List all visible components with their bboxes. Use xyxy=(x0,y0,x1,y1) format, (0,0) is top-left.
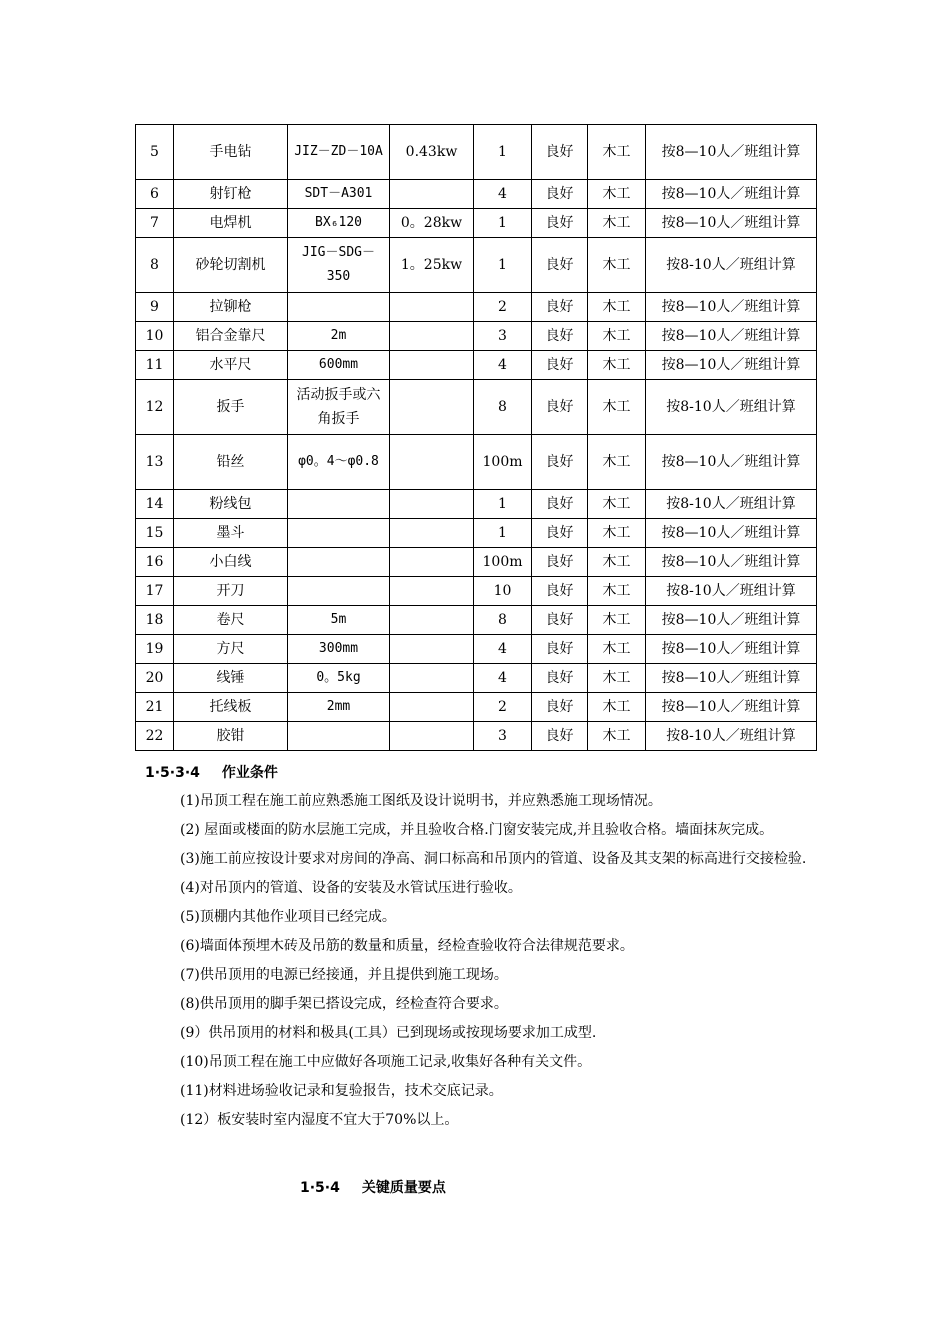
cell-no: 18 xyxy=(136,606,174,635)
cell-worker: 木工 xyxy=(588,180,646,209)
cell-spec: 600mm xyxy=(288,351,390,380)
cell-power xyxy=(390,693,474,722)
cell-note: 按8—10人／班组计算 xyxy=(646,322,817,351)
cell-worker: 木工 xyxy=(588,577,646,606)
cell-name: 水平尺 xyxy=(174,351,288,380)
cell-state: 良好 xyxy=(532,435,588,490)
cell-state: 良好 xyxy=(532,548,588,577)
cell-name: 卷尺 xyxy=(174,606,288,635)
section-title: 关键质量要点 xyxy=(361,1180,446,1196)
cell-power xyxy=(390,322,474,351)
cell-note: 按8—10人／班组计算 xyxy=(646,664,817,693)
cell-worker: 木工 xyxy=(588,693,646,722)
cell-worker: 木工 xyxy=(588,635,646,664)
cell-spec: 5m xyxy=(288,606,390,635)
cell-note: 按8—10人／班组计算 xyxy=(646,693,817,722)
equipment-table xyxy=(135,124,817,751)
cell-qty: 4 xyxy=(474,635,532,664)
cell-note: 按8—10人／班组计算 xyxy=(646,606,817,635)
cell-name: 扳手 xyxy=(174,380,288,435)
cell-worker: 木工 xyxy=(588,322,646,351)
condition-item: (12）板安装时室内湿度不宜大于70%以上。 xyxy=(180,1112,459,1128)
cell-spec: 活动扳手或六角扳手 xyxy=(288,380,390,435)
cell-note: 按8—10人／班组计算 xyxy=(646,351,817,380)
cell-state: 良好 xyxy=(532,606,588,635)
cell-qty: 1 xyxy=(474,238,532,293)
table-row xyxy=(136,664,817,693)
table-row xyxy=(136,322,817,351)
condition-item: (5)顶棚内其他作业项目已经完成。 xyxy=(180,909,396,925)
cell-worker: 木工 xyxy=(588,519,646,548)
cell-spec: φ0。4～φ0.8 xyxy=(288,435,390,490)
cell-qty: 8 xyxy=(474,380,532,435)
cell-spec: JIZ－ZD－10A xyxy=(288,125,390,180)
cell-note: 按8-10人／班组计算 xyxy=(646,490,817,519)
cell-worker: 木工 xyxy=(588,490,646,519)
table-row xyxy=(136,209,817,238)
cell-no: 19 xyxy=(136,635,174,664)
cell-state: 良好 xyxy=(532,693,588,722)
cell-no: 11 xyxy=(136,351,174,380)
table-row xyxy=(136,435,817,490)
condition-item: (10)吊顶工程在施工中应做好各项施工记录,收集好各种有关文件。 xyxy=(180,1054,592,1070)
cell-power xyxy=(390,577,474,606)
cell-power: 1。25kw xyxy=(390,238,474,293)
cell-state: 良好 xyxy=(532,180,588,209)
cell-note: 按8—10人／班组计算 xyxy=(646,548,817,577)
table-row xyxy=(136,577,817,606)
cell-worker: 木工 xyxy=(588,606,646,635)
cell-power xyxy=(390,380,474,435)
cell-power xyxy=(390,519,474,548)
cell-state: 良好 xyxy=(532,490,588,519)
cell-note: 按8—10人／班组计算 xyxy=(646,209,817,238)
cell-note: 按8-10人／班组计算 xyxy=(646,722,817,751)
cell-qty: 1 xyxy=(474,125,532,180)
cell-note: 按8-10人／班组计算 xyxy=(646,577,817,606)
condition-item: (7)供吊顶用的电源已经接通，并且提供到施工现场。 xyxy=(180,967,508,983)
cell-power xyxy=(390,606,474,635)
cell-name: 砂轮切割机 xyxy=(174,238,288,293)
cell-worker: 木工 xyxy=(588,351,646,380)
cell-qty: 2 xyxy=(474,693,532,722)
table-row xyxy=(136,490,817,519)
cell-qty: 1 xyxy=(474,519,532,548)
condition-item: (3)施工前应按设计要求对房间的净高、洞口标高和吊顶内的管道、设备及其支架的标高进行交接检验. xyxy=(180,851,807,867)
cell-name: 胶钳 xyxy=(174,722,288,751)
table-row xyxy=(136,380,817,435)
cell-qty: 10 xyxy=(474,577,532,606)
cell-name: 小白线 xyxy=(174,548,288,577)
cell-worker: 木工 xyxy=(588,664,646,693)
cell-no: 16 xyxy=(136,548,174,577)
cell-power xyxy=(390,635,474,664)
cell-state: 良好 xyxy=(532,380,588,435)
cell-spec xyxy=(288,722,390,751)
condition-item: (6)墙面体预埋木砖及吊筋的数量和质量，经检查验收符合法律规范要求。 xyxy=(180,938,634,954)
cell-power xyxy=(390,548,474,577)
cell-no: 13 xyxy=(136,435,174,490)
condition-item: (11)材料进场验收记录和复验报告，技术交底记录。 xyxy=(180,1083,503,1099)
cell-qty: 8 xyxy=(474,606,532,635)
condition-item: (2) 屋面或楼面的防水层施工完成，并且验收合格.门窗安装完成,并且验收合格。墙面抹灰完成。 xyxy=(180,822,774,838)
table-row xyxy=(136,125,817,180)
cell-spec: 0。5kg xyxy=(288,664,390,693)
cell-name: 射钉枪 xyxy=(174,180,288,209)
cell-spec: SDT－A301 xyxy=(288,180,390,209)
cell-note: 按8—10人／班组计算 xyxy=(646,435,817,490)
cell-qty: 1 xyxy=(474,209,532,238)
cell-name: 铅丝 xyxy=(174,435,288,490)
section-heading-key-quality-points xyxy=(300,1177,446,1197)
cell-worker: 木工 xyxy=(588,548,646,577)
cell-note: 按8—10人／班组计算 xyxy=(646,293,817,322)
cell-no: 20 xyxy=(136,664,174,693)
cell-note: 按8-10人／班组计算 xyxy=(646,380,817,435)
table-row xyxy=(136,606,817,635)
cell-spec: 2m xyxy=(288,322,390,351)
cell-spec xyxy=(288,519,390,548)
cell-spec xyxy=(288,577,390,606)
cell-power: 0.43kw xyxy=(390,125,474,180)
cell-power xyxy=(390,293,474,322)
table-row xyxy=(136,693,817,722)
cell-power xyxy=(390,435,474,490)
cell-qty: 3 xyxy=(474,322,532,351)
equipment-table-body xyxy=(136,125,817,751)
cell-note: 按8—10人／班组计算 xyxy=(646,635,817,664)
cell-qty: 4 xyxy=(474,351,532,380)
cell-qty: 4 xyxy=(474,664,532,693)
cell-state: 良好 xyxy=(532,238,588,293)
cell-qty: 100m xyxy=(474,548,532,577)
condition-item: (1)吊顶工程在施工前应熟悉施工图纸及设计说明书，并应熟悉施工现场情况。 xyxy=(180,793,662,809)
cell-spec xyxy=(288,490,390,519)
section-heading-work-conditions xyxy=(145,762,278,782)
cell-no: 8 xyxy=(136,238,174,293)
cell-spec: 300mm xyxy=(288,635,390,664)
cell-qty: 100m xyxy=(474,435,532,490)
cell-note: 按8—10人／班组计算 xyxy=(646,125,817,180)
cell-name: 线锤 xyxy=(174,664,288,693)
cell-state: 良好 xyxy=(532,209,588,238)
cell-no: 6 xyxy=(136,180,174,209)
cell-spec: 2mm xyxy=(288,693,390,722)
cell-worker: 木工 xyxy=(588,435,646,490)
cell-no: 22 xyxy=(136,722,174,751)
table-row xyxy=(136,635,817,664)
cell-power xyxy=(390,180,474,209)
cell-worker: 木工 xyxy=(588,380,646,435)
cell-state: 良好 xyxy=(532,577,588,606)
cell-name: 托线板 xyxy=(174,693,288,722)
cell-note: 按8—10人／班组计算 xyxy=(646,519,817,548)
cell-state: 良好 xyxy=(532,722,588,751)
table-row xyxy=(136,519,817,548)
cell-name: 电焊机 xyxy=(174,209,288,238)
cell-no: 15 xyxy=(136,519,174,548)
table-row xyxy=(136,293,817,322)
cell-name: 粉线包 xyxy=(174,490,288,519)
section-number: 1·5·4 xyxy=(300,1180,340,1196)
cell-name: 拉铆枪 xyxy=(174,293,288,322)
cell-qty: 2 xyxy=(474,293,532,322)
cell-worker: 木工 xyxy=(588,125,646,180)
cell-state: 良好 xyxy=(532,351,588,380)
cell-qty: 3 xyxy=(474,722,532,751)
cell-name: 墨斗 xyxy=(174,519,288,548)
cell-state: 良好 xyxy=(532,322,588,351)
condition-item: (9）供吊顶用的材料和极具(工具）已到现场或按现场要求加工成型. xyxy=(180,1025,597,1041)
cell-spec xyxy=(288,548,390,577)
cell-worker: 木工 xyxy=(588,722,646,751)
cell-name: 方尺 xyxy=(174,635,288,664)
cell-no: 10 xyxy=(136,322,174,351)
table-row xyxy=(136,180,817,209)
cell-state: 良好 xyxy=(532,293,588,322)
cell-no: 17 xyxy=(136,577,174,606)
cell-state: 良好 xyxy=(532,635,588,664)
section-number: 1·5·3·4 xyxy=(145,765,200,781)
condition-item: (8)供吊顶用的脚手架已搭设完成，经检查符合要求。 xyxy=(180,996,508,1012)
table-row xyxy=(136,722,817,751)
cell-state: 良好 xyxy=(532,519,588,548)
work-conditions-list xyxy=(180,789,810,1137)
cell-name: 手电钻 xyxy=(174,125,288,180)
cell-worker: 木工 xyxy=(588,293,646,322)
cell-name: 开刀 xyxy=(174,577,288,606)
cell-spec: BX₆120 xyxy=(288,209,390,238)
cell-power: 0。28kw xyxy=(390,209,474,238)
table-row xyxy=(136,351,817,380)
cell-state: 良好 xyxy=(532,664,588,693)
table-row xyxy=(136,548,817,577)
cell-no: 12 xyxy=(136,380,174,435)
cell-qty: 4 xyxy=(474,180,532,209)
cell-no: 7 xyxy=(136,209,174,238)
cell-no: 9 xyxy=(136,293,174,322)
cell-note: 按8—10人／班组计算 xyxy=(646,180,817,209)
condition-item: (4)对吊顶内的管道、设备的安装及水管试压进行验收。 xyxy=(180,880,522,896)
cell-note: 按8-10人／班组计算 xyxy=(646,238,817,293)
table-row xyxy=(136,238,817,293)
cell-no: 14 xyxy=(136,490,174,519)
cell-worker: 木工 xyxy=(588,209,646,238)
cell-power xyxy=(390,664,474,693)
cell-name: 铝合金靠尺 xyxy=(174,322,288,351)
cell-power xyxy=(390,490,474,519)
section-title: 作业条件 xyxy=(221,765,278,781)
cell-spec: JIG－SDG－350 xyxy=(288,238,390,293)
cell-spec xyxy=(288,293,390,322)
cell-state: 良好 xyxy=(532,125,588,180)
cell-worker: 木工 xyxy=(588,238,646,293)
cell-qty: 1 xyxy=(474,490,532,519)
cell-no: 5 xyxy=(136,125,174,180)
cell-no: 21 xyxy=(136,693,174,722)
cell-power xyxy=(390,351,474,380)
cell-power xyxy=(390,722,474,751)
